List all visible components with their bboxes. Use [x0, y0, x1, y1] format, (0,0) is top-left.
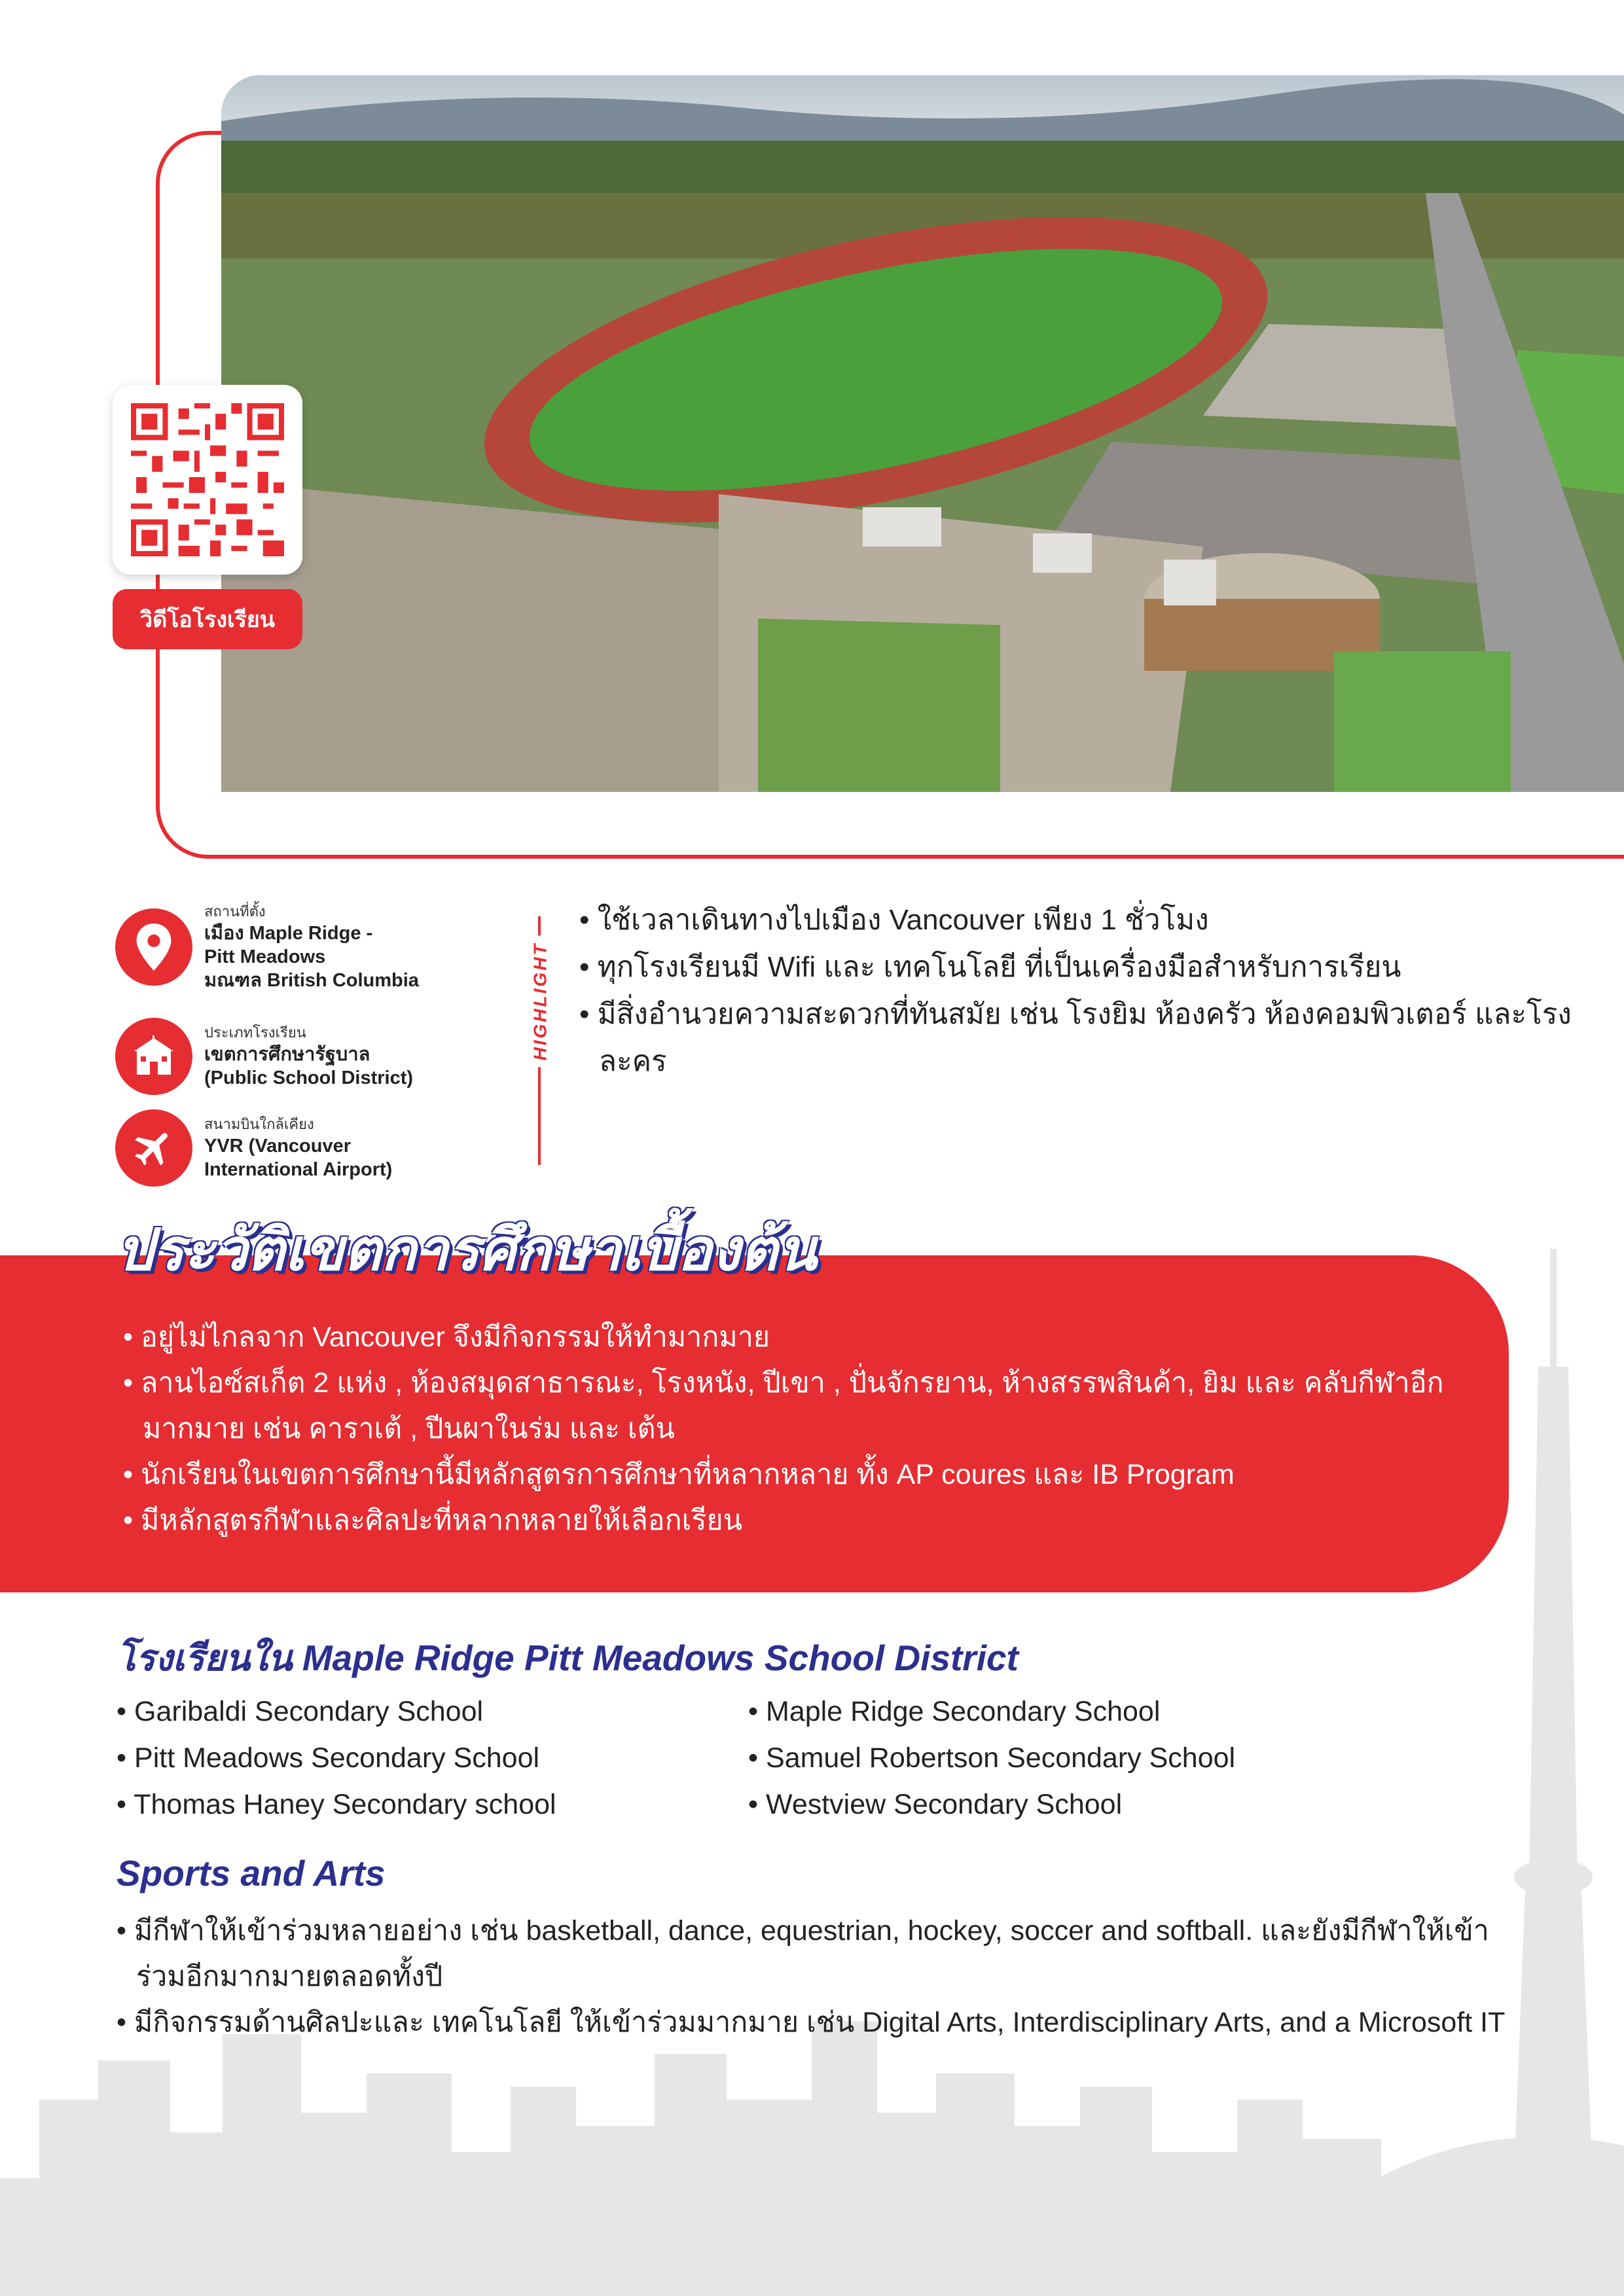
school-aerial-photo: [221, 75, 1624, 792]
airport-label: สนามบินใกล้เคียง: [204, 1116, 314, 1132]
history-item: • ลานไอซ์สเก็ต 2 แห่ง , ห้องสมุดสาธารณะ, โรงหนัง, ปีเขา , ปั่นจักรยาน, ห้างสรรพสินค้า, ยิม และ คลับกีฬาอีกมากมาย เช่น คาราเต้ , ปีนผาในร่ม และ เต้น: [123, 1360, 1465, 1452]
school-video-button[interactable]: วิดีโอโรงเรียน: [113, 589, 302, 649]
sports-item: • มีกีฬาให้เข้าร่วมหลายอย่าง เช่น basketball, dance, equestrian, hockey, soccer and softball. และยังมีกีฬาให้เข้าร่วมอีกมากมายตลอดทั้งปี: [117, 1908, 1524, 2000]
sports-list: [117, 1908, 1524, 2045]
airport-value: YVR (Vancouver International Airport): [204, 1136, 393, 1180]
history-item: • อยู่ไม่ไกลจาก Vancouver จึงมีกิจกรรมให้ทำมากมาย: [123, 1314, 1465, 1360]
qr-code[interactable]: [113, 385, 302, 575]
school-item: • Samuel Robertson Secondary School: [748, 1735, 1403, 1782]
school-item: • Thomas Haney Secondary school: [117, 1782, 748, 1828]
highlight-list: [579, 897, 1574, 1085]
info-airport: [115, 1109, 392, 1187]
sports-title: Sports and Arts: [117, 1853, 386, 1893]
sports-item: • มีกิจกรรมด้านศิลปะและ เทคโนโลยี ให้เข้าร่วมมากมาย เช่น Digital Arts, Interdisciplinary Arts, and a Microsoft IT: [117, 2000, 1524, 2045]
school-item: • Maple Ridge Secondary School: [748, 1689, 1403, 1735]
info-location: [115, 902, 419, 992]
school-type-label: ประเภทโรงเรียน: [204, 1024, 306, 1041]
schools-title: โรงเรียนใน Maple Ridge Pitt Meadows School District: [117, 1638, 1019, 1678]
history-title: ประวัติเขตการศึกษาเบื้องต้น: [117, 1217, 817, 1282]
history-list: [123, 1314, 1465, 1543]
history-item: • มีหลักสูตรกีฬาและศิลปะที่หลากหลายให้เลือกเรียน: [123, 1498, 1465, 1543]
location-value: เมือง Maple Ridge - Pitt Meadows มณฑล British Columbia: [204, 923, 419, 991]
school-building-icon: [115, 1018, 192, 1095]
school-item: • Pitt Meadows Secondary School: [117, 1735, 748, 1782]
highlight-item: • ใช้เวลาเดินทางไปเมือง Vancouver เพียง 1 ชั่วโมง: [579, 897, 1574, 944]
highlight-label: HIGHLIGHT: [517, 952, 563, 1050]
info-school-type: [115, 1018, 413, 1095]
location-pin-icon: [115, 908, 192, 986]
history-item: • นักเรียนในเขตการศึกษานี้มีหลักสูตรการศึกษาที่หลากหลาย ทั้ง AP coures และ IB Program: [123, 1452, 1465, 1498]
schools-list: [117, 1689, 1426, 1828]
location-label: สถานที่ตั้ง: [204, 903, 266, 920]
airplane-icon: [115, 1109, 192, 1187]
highlight-item: • ทุกโรงเรียนมี Wifi และ เทคโนโลยี ที่เป็นเครื่องมือสำหรับการเรียน: [579, 944, 1574, 991]
school-item: • Garibaldi Secondary School: [117, 1689, 748, 1735]
qr-code-icon: [131, 403, 284, 556]
highlight-item: • มีสิ่งอำนวยความสะดวกที่ทันสมัย เช่น โรงยิม ห้องครัว ห้องคอมพิวเตอร์ และโรงละคร: [579, 991, 1574, 1085]
school-item: • Westview Secondary School: [748, 1782, 1403, 1828]
school-type-value: เขตการศึกษารัฐบาล (Public School District): [204, 1044, 414, 1088]
